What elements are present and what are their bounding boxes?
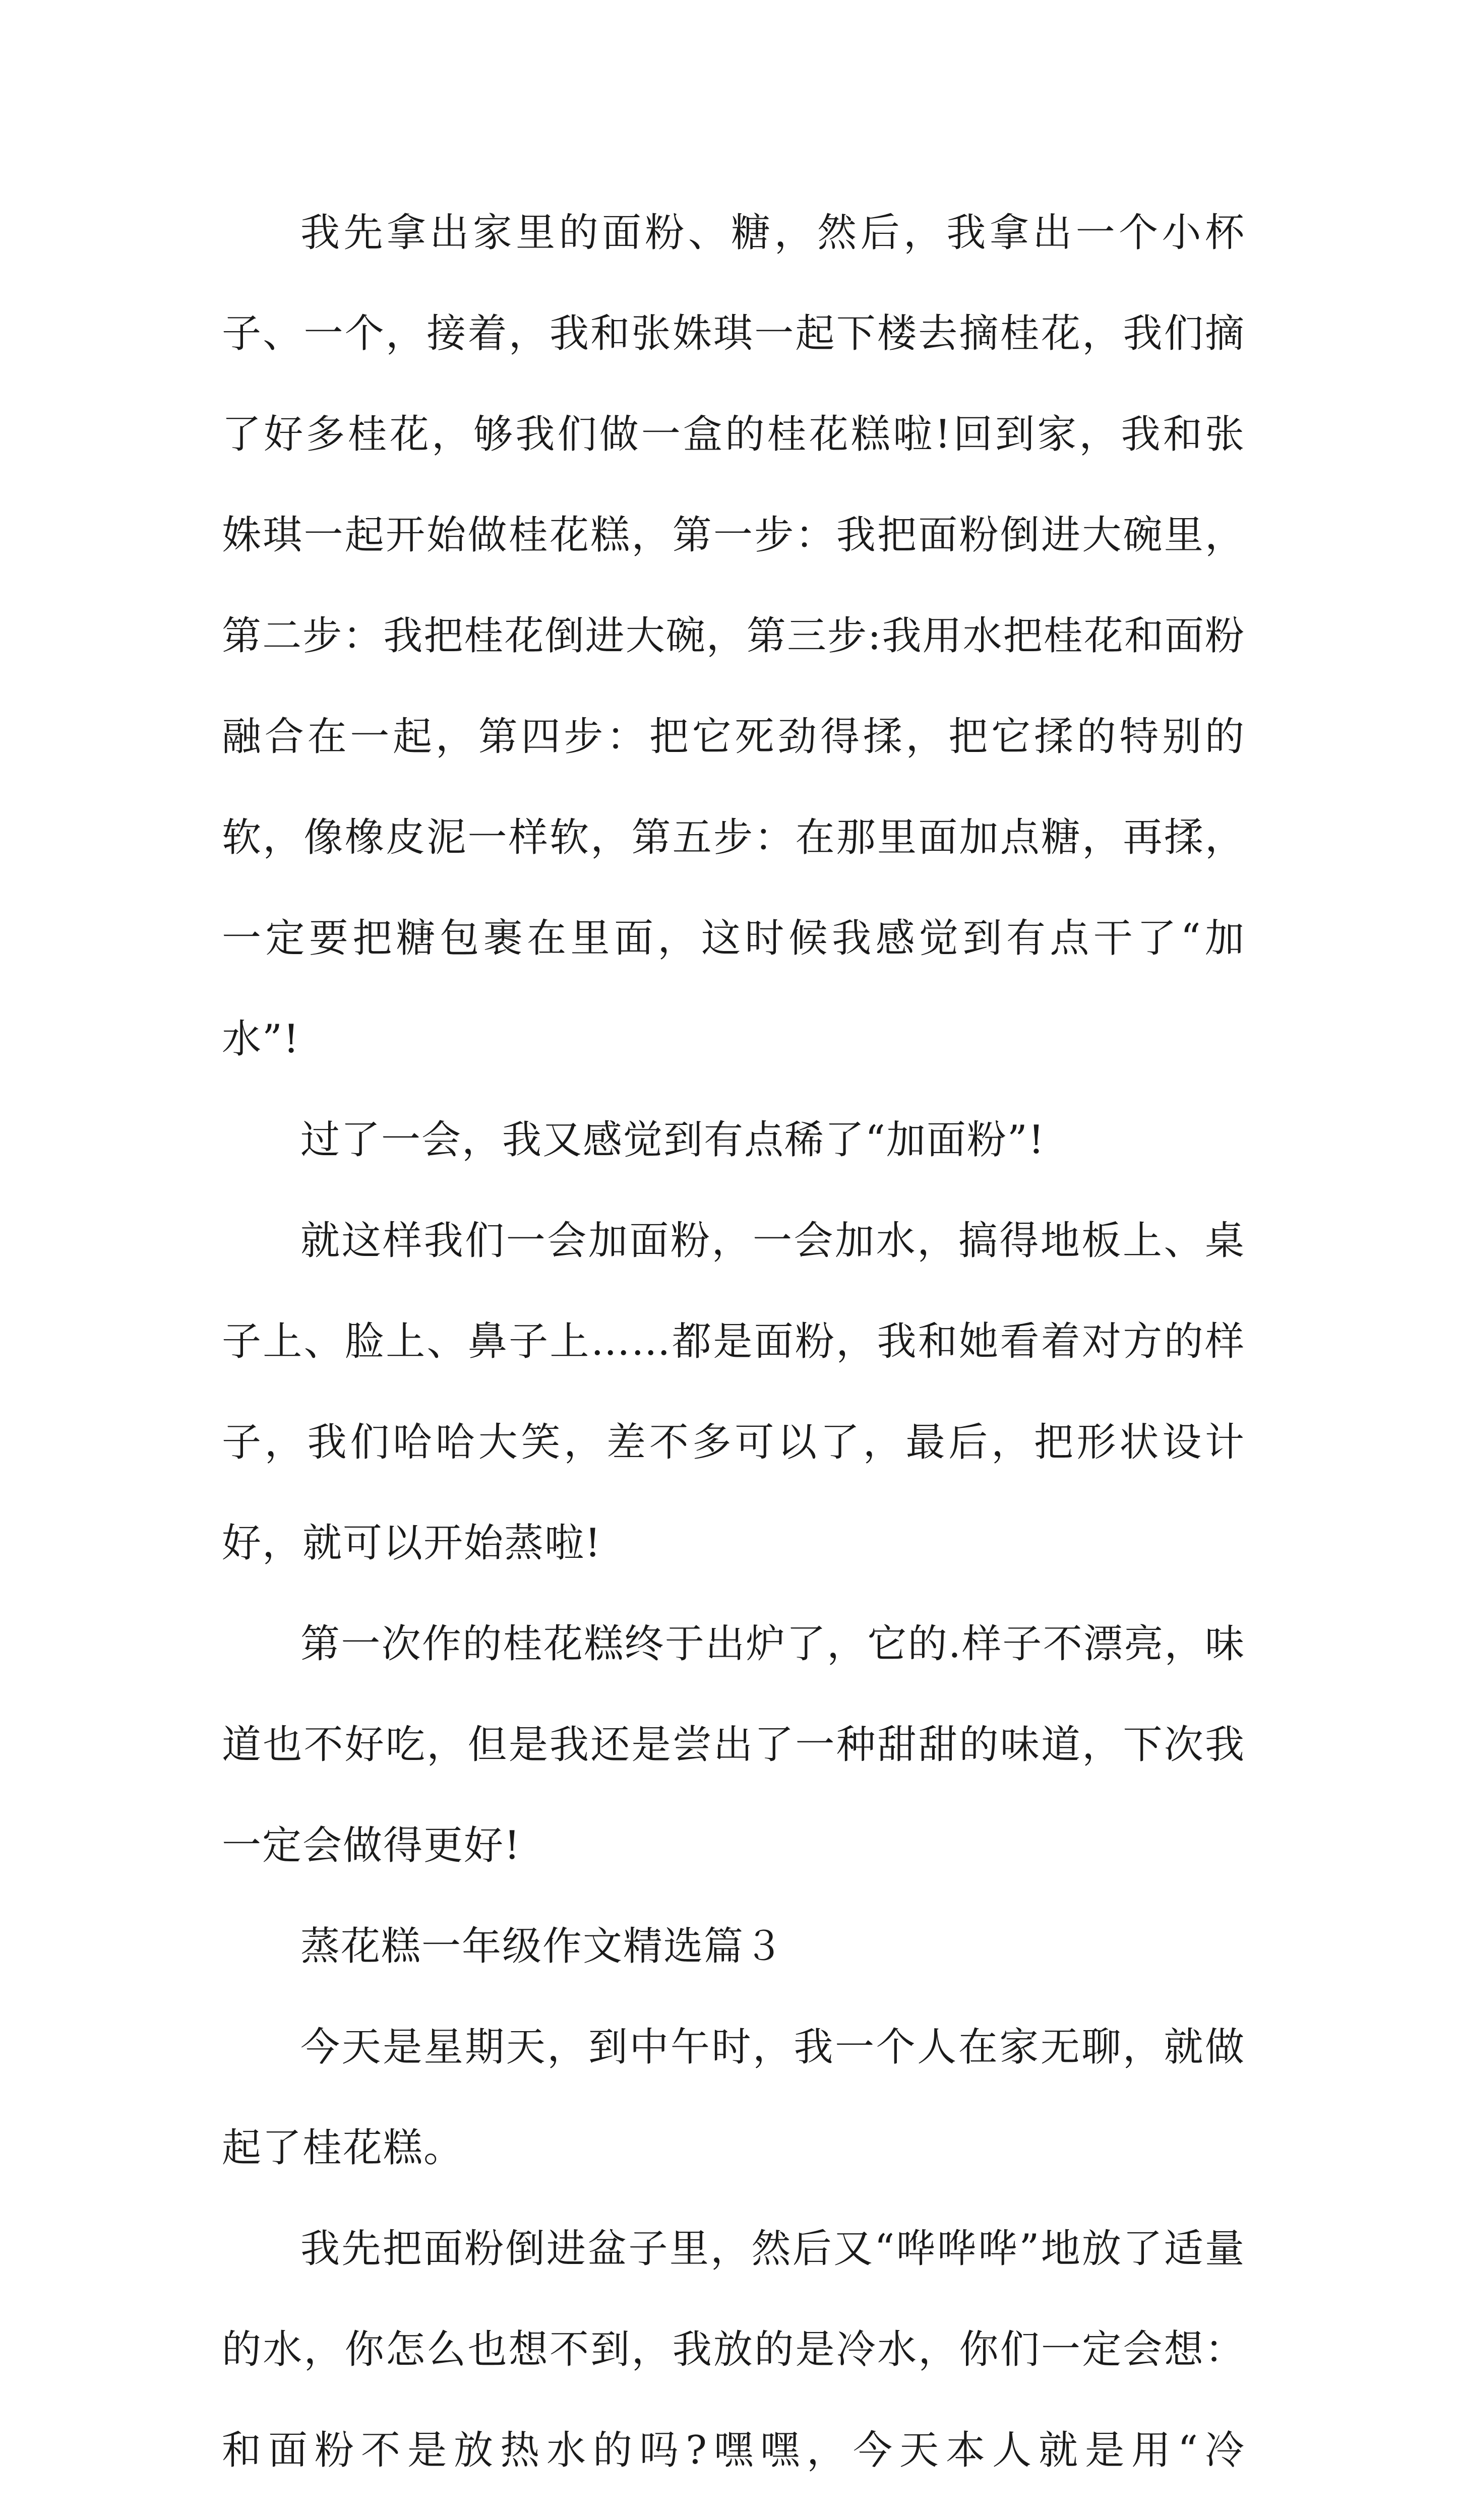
article-body — [222, 182, 1245, 2520]
paragraph-making-process: 我先拿出家里的面粉、糖，然后，我拿出一个小杯子、一个，接着，我和张姝琪一起下楼去摘桂花，我们摘了好多桂花，够我们做一盒的桂花糕啦!回到家，我和张姝琪一起开始做桂花糕，第一步：我把面粉倒进大碗里，第二步：我把桂花倒进大碗，第三步:我用水把桂花和面粉融合在一起，第四步：把它死劲得揉，把它揉的特别的软，像橡皮泥一样软，第五步：在那里面加点糖，再揉，一定要把糖包裹在里面，这时候我感觉到有点干了“加水”! — [222, 210, 1245, 1062]
paragraph-cold-water: 我先把面粉倒进盆子里，然后又“哗哗哗”地放了适量的水，你怎么也想不到，我放的是冷水，你们一定会想：和面粉不是放热水的吗?嘿嘿，今天本人就是用“冷 — [222, 2226, 1245, 2473]
paragraph-messy-kitchen: 就这样我们一会加面粉，一会加水，搞得地板上、桌子上、脸上、鼻子上……都是面粉，我和她看着对方的样子，我们哈哈大笑，差不多可以了，最后，把形状设计好，就可以开始蒸啦! — [222, 1218, 1245, 1566]
paragraph-add-flour: 过了一会，我又感觉到有点稀了“加面粉”! — [300, 1117, 1046, 1163]
paragraph-first-result: 第一次作的桂花糕终于出炉了，它的.样子不漂亮，味道也不好吃，但是我还是尝出了一种甜甜的味道，下次我一定会做得更好! — [222, 1621, 1245, 1868]
paragraph-sunday-intro: 今天是星期天，到中午时，我一个人在家无聊，就做起了桂花糕。 — [222, 2025, 1245, 2171]
section-heading: 蒸花糕一年级作文精选篇３ — [300, 1924, 785, 1969]
